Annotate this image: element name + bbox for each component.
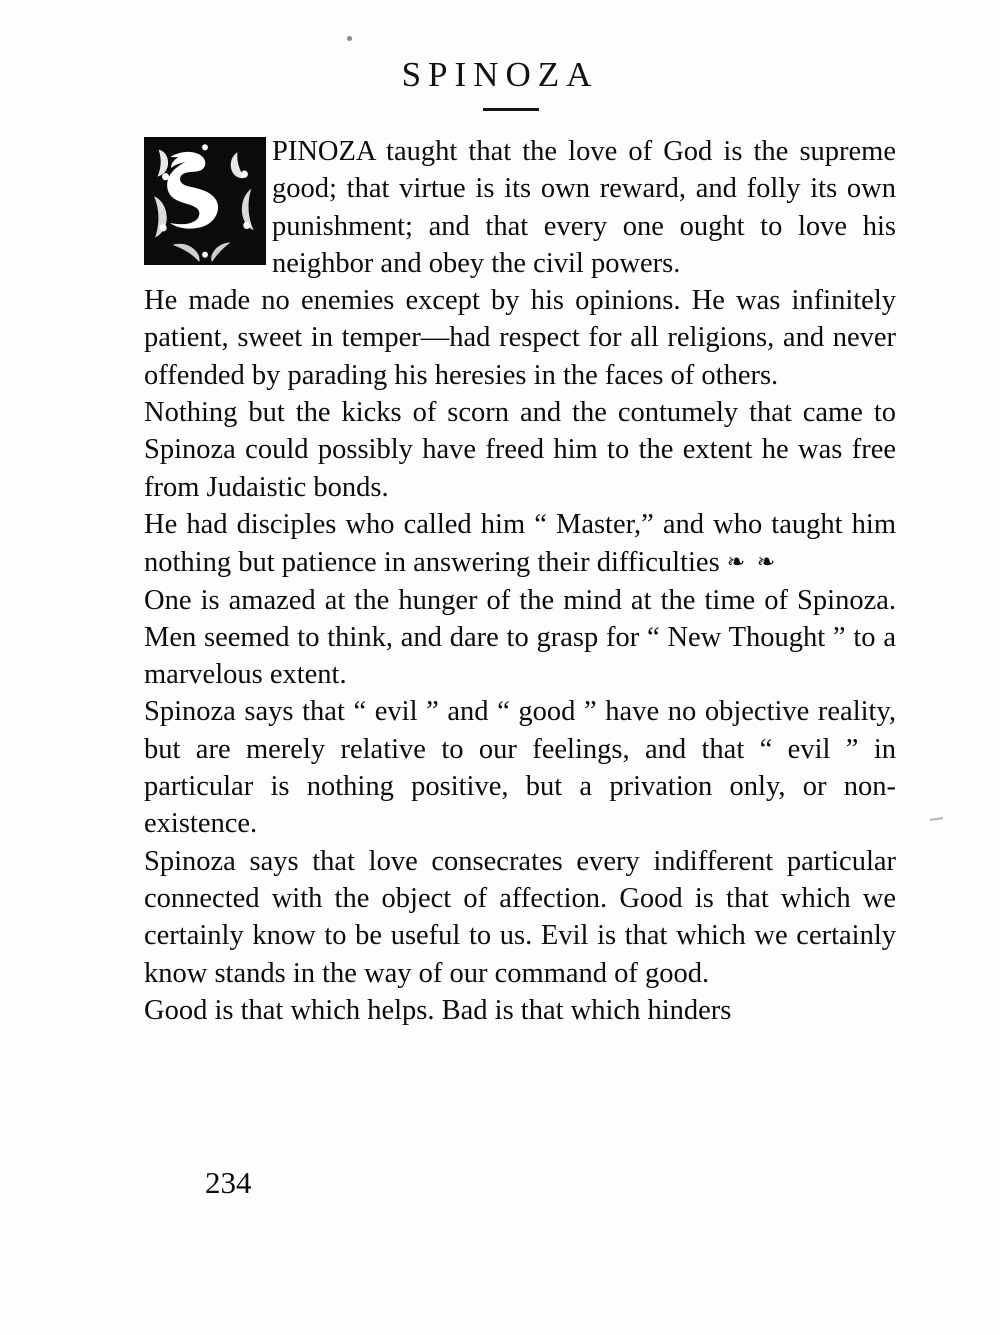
paragraph-3: Nothing but the kicks of scorn and the contumely that came to Spinoza could possibly have freed him to the extent he was free from Judaistic bonds. <box>144 397 896 503</box>
paragraph-1 <box>144 133 896 282</box>
paragraph-6: Spinoza says that “ evil ” and “ good ” have no objective reality, but are merely relative to our feelings, and that “ evil ” in particular is nothing positive, but a privation only, or non-existence. <box>144 696 896 840</box>
paragraph-2: He made no enemies except by his opinions. He was infinitely patient, sweet in temper—had respect for all religions, and never offended by parading his heresies in the faces of others. <box>144 285 896 391</box>
paragraph-4 <box>144 506 896 582</box>
paragraph-1-text: taught that the love of God is the supreme good; that virtue is its own reward, and folly its own punishment; and that every one ought to love his neighbor and obey the civil powers. <box>272 136 896 279</box>
fleuron-ornament: ❧ ❧ <box>726 549 779 575</box>
scan-speck-right <box>930 817 943 821</box>
paragraph-8: Good is that which helps. Bad is that which hinders <box>144 994 732 1026</box>
paragraph-7: Spinoza says that love consecrates every indifferent particular connected with the object of affection. Good is that which we certainly know to be useful to us. Evil is that which we certainly know stands in the way of our command of good. <box>144 845 896 989</box>
page-number: 234 <box>205 1165 252 1200</box>
scan-speck-top <box>347 36 352 41</box>
body-text <box>144 133 896 1029</box>
decorative-drop-cap-s <box>144 137 266 265</box>
title-divider <box>483 108 539 111</box>
paragraph-1-leadin: PINOZA <box>272 136 375 167</box>
paragraph-5: One is amazed at the hunger of the mind at the time of Spinoza. Men seemed to think, and dare to grasp for “ New Thought ” to a marvelous extent. <box>144 584 896 691</box>
page-title: SPINOZA <box>401 55 599 94</box>
paragraph-4-text: He had disciples who called him “ Master,” and who taught him nothing but patience in answering their difficulties <box>144 508 896 579</box>
